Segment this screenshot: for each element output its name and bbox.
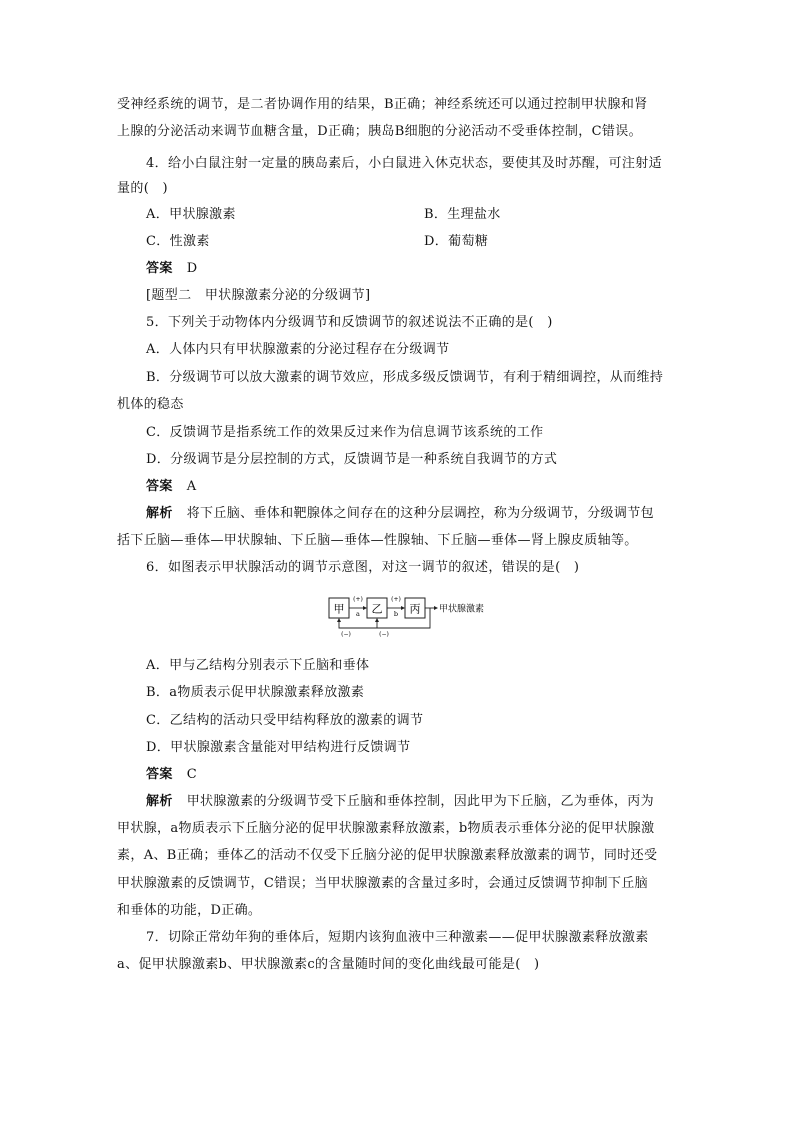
arrowhead [401,606,405,610]
explanation-text: 将下丘脑、垂体和靶腺体之间存在的这种分层调控，称为分级调节，分级调节包 [186,506,654,521]
section-heading: [题型二 甲状腺激素分泌的分级调节] [146,288,371,303]
answer-label: 答案 [146,261,173,276]
option-b-cont: 机体的稳态 [117,397,184,412]
explanation-line [146,793,654,811]
explanation-cont: 甲状腺，a物质表示下丘脑分泌的促甲状腺激素释放激素，b物质表示垂体分泌的促甲状腺激 [117,821,655,836]
answer-value: C [186,767,197,782]
option-c: C．反馈调节是指系统工作的效果反过来作为信息调节该系统的工作 [146,425,544,440]
answer-line [146,260,197,278]
arrowhead [363,606,367,610]
plus-label: (+) [391,596,401,603]
question-4-stem-cont: 量的( ) [117,181,168,196]
explanation-label: 解析 [146,506,173,521]
thyroid-regulation-diagram [326,593,506,637]
option-d: D．分级调节是分层控制的方式，反馈调节是一种系统自我调节的方式 [146,452,558,467]
box-yi-label: 乙 [371,602,383,616]
option-a: A．甲状腺激素 [146,207,236,222]
minus-label: (−) [341,631,351,637]
box-jia-label: 甲 [333,602,345,616]
output-label: 甲状腺激素 [439,604,485,615]
plus-label: (+) [353,596,363,603]
option-b: B．a物质表示促甲状腺激素释放激素 [146,685,365,700]
option-a: A．人体内只有甲状腺激素的分泌过程存在分级调节 [146,342,450,357]
option-b: B．分级调节可以放大激素的调节效应，形成多级反馈调节，有利于精细调控，从而维持 [146,370,664,385]
option-d: D．葡萄糖 [424,234,489,249]
feedback-line-to-jia [339,621,377,628]
explanation-text: 甲状腺激素的分级调节受下丘脑和垂体控制，因此甲为下丘脑，乙为垂体，丙为 [186,794,654,809]
option-c: C．性激素 [146,234,210,249]
answer-label: 答案 [146,767,173,782]
answer-label: 答案 [146,479,173,494]
answer-line [146,478,196,496]
answer-value: D [186,261,198,276]
arrowhead [337,618,341,622]
explanation-cont: 和垂体的功能，D正确。 [117,903,262,918]
question-5-stem: 5．下列关于动物体内分级调节和反馈调节的叙述说法不正确的是( ) [146,315,553,330]
option-a: A．甲与乙结构分别表示下丘脑和垂体 [146,658,370,673]
text-line: 上腺的分泌活动来调节血糖含量，D正确；胰岛B细胞的分泌活动不受垂体控制，C错误。 [117,124,642,139]
explanation-cont: 素，A、B正确；垂体乙的活动不仅受下丘脑分泌的促甲状腺激素释放激素的调节，同时还受 [117,848,658,863]
box-bing-label: 丙 [409,602,421,616]
explanation-cont: 甲状腺激素的反馈调节，C错误；当甲状腺激素的含量过多时，会通过反馈调节抑制下丘脑 [117,876,648,891]
question-6-stem: 6．如图表示甲状腺活动的调节示意图，对这一调节的叙述，错误的是( ) [146,560,580,575]
arrowhead [434,606,438,610]
minus-label: (−) [379,631,389,637]
question-7-stem: 7．切除正常幼年狗的垂体后，短期内该狗血液中三种激素——促甲状腺激素释放激素 [146,930,649,945]
option-b: B．生理盐水 [424,207,501,222]
answer-line [146,766,197,784]
question-4-stem: 4．给小白鼠注射一定量的胰岛素后，小白鼠进入休克状态，要使其及时苏醒，可注射适 [146,156,662,171]
arrowhead [375,618,379,622]
text-line: 受神经系统的调节，是二者协调作用的结果，B正确；神经系统还可以通过控制甲状腺和肾 [117,97,648,112]
explanation-line [146,505,654,523]
question-7-stem-cont: a、促甲状腺激素b、甲状腺激素c的含量随时间的变化曲线最可能是( ) [117,957,540,972]
option-c: C．乙结构的活动只受甲结构释放的激素的调节 [146,713,424,728]
explanation-label: 解析 [146,794,173,809]
label-a: a [356,610,360,618]
answer-value: A [186,479,197,494]
option-d: D．甲状腺激素含量能对甲结构进行反馈调节 [146,740,411,755]
label-b: b [393,610,399,618]
explanation-cont: 括下丘脑—垂体—甲状腺轴、下丘脑—垂体—性腺轴、下丘脑—垂体—肾上腺皮质轴等。 [117,533,638,548]
